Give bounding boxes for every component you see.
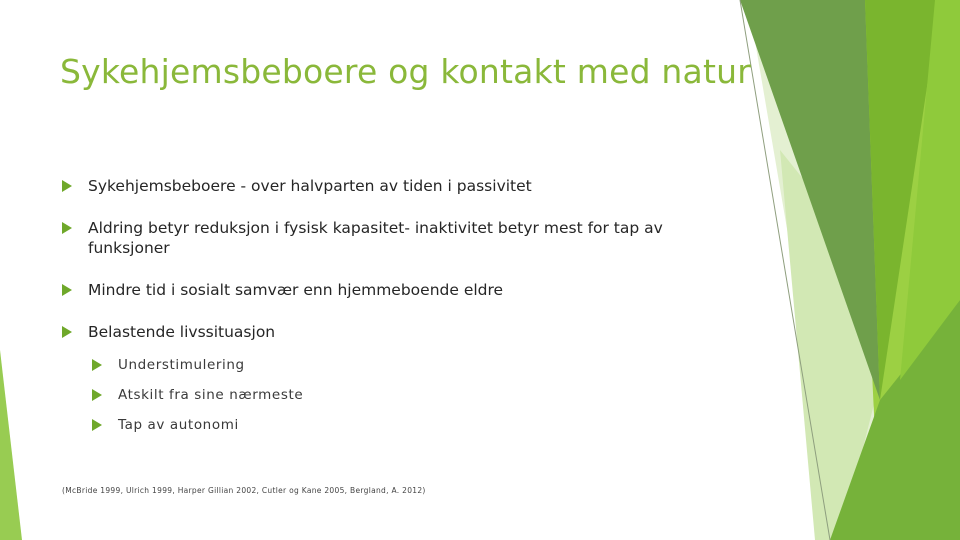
sub-bullet-item xyxy=(92,356,722,374)
bullet-arrow-icon xyxy=(62,222,72,234)
bullet-item xyxy=(62,322,722,342)
sub-bullet-text: Understimulering xyxy=(118,357,245,373)
bullet-arrow-icon xyxy=(92,359,102,371)
bullet-text: Sykehjemsbeboere - over halvparten av tiden i passivitet xyxy=(88,177,532,195)
bullet-arrow-icon xyxy=(62,326,72,338)
bullet-item xyxy=(62,218,722,258)
bullet-list xyxy=(62,176,722,446)
sub-bullet-item xyxy=(92,386,722,404)
bullet-text: Belastende livssituasjon xyxy=(88,323,276,341)
bullet-item xyxy=(62,280,722,300)
bullet-arrow-icon xyxy=(92,419,102,431)
sub-bullet-text: Atskilt fra sine nærmeste xyxy=(118,387,304,403)
bullet-text: Mindre tid i sosialt samvær enn hjemmeboende eldre xyxy=(88,281,504,299)
bullet-arrow-icon xyxy=(62,180,72,192)
reference-footnote: (McBride 1999, Ulrich 1999, Harper Gillian 2002, Cutler og Kane 2005, Bergland, A. 2012) xyxy=(62,486,426,495)
sub-bullet-text: Tap av autonomi xyxy=(118,417,239,433)
slide-title: Sykehjemsbeboere og kontakt med natur xyxy=(60,52,751,91)
bullet-item xyxy=(62,176,722,196)
bullet-text: Aldring betyr reduksjon i fysisk kapasitet- inaktivitet betyr mest for tap av funksjoner xyxy=(88,219,663,257)
left-facet xyxy=(0,350,22,540)
bullet-arrow-icon xyxy=(62,284,72,296)
sub-bullet-item xyxy=(92,416,722,434)
bullet-arrow-icon xyxy=(92,389,102,401)
